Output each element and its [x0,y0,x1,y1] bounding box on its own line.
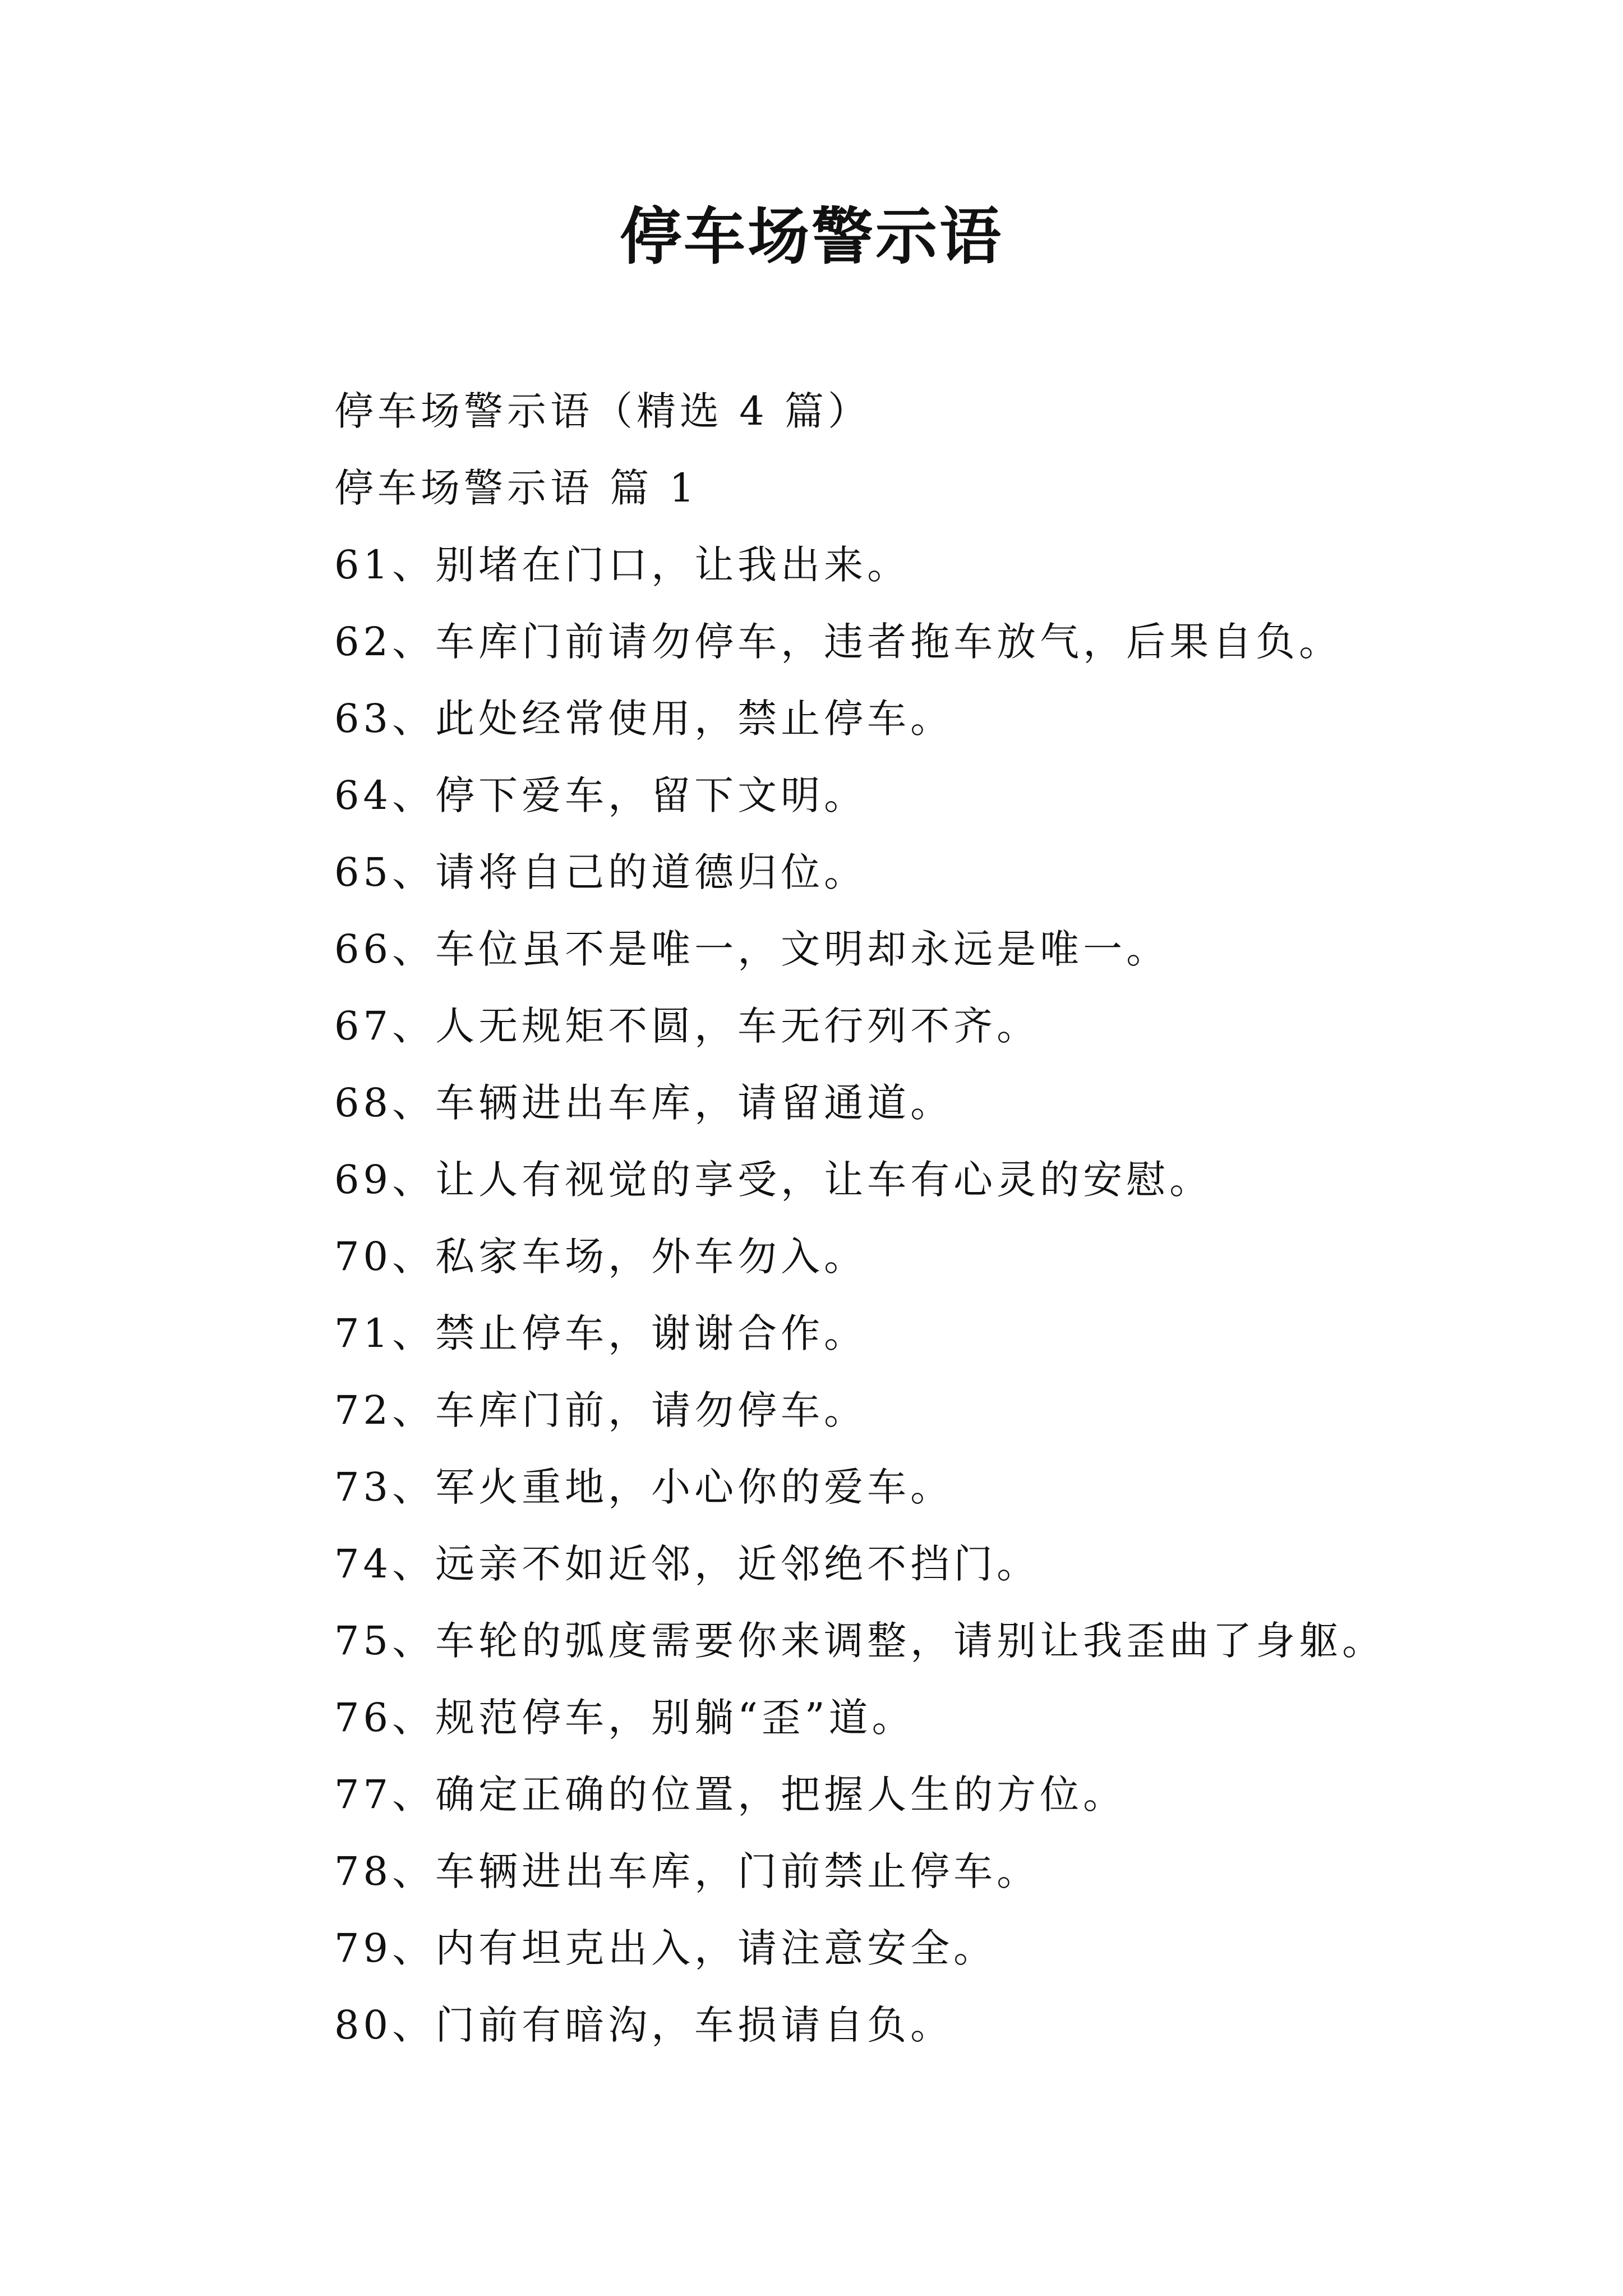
list-item: 80、门前有暗沟，车损请自负。 [334,2002,954,2048]
list-item: 69、让人有视觉的享受，让车有心灵的安慰。 [334,1157,1213,1203]
list-item: 76、规范停车，别躺“歪”道。 [334,1695,915,1741]
list-item: 65、请将自己的道德归位。 [334,849,868,895]
list-item: 66、车位虽不是唯一，文明却永远是唯一。 [334,926,1170,972]
page-title: 停车场警示语 [620,200,1003,273]
list-item: 79、内有坦克出入，请注意安全。 [334,1925,997,1971]
list-item: 63、此处经常使用，禁止停车。 [334,696,954,742]
list-item: 77、确定正确的位置，把握人生的方位。 [334,1772,1127,1818]
list-item: 71、禁止停车，谢谢合作。 [334,1310,868,1356]
list-item: 75、车轮的弧度需要你来调整，请别让我歪曲了身躯。 [334,1618,1386,1664]
list-item: 72、车库门前，请勿停车。 [334,1387,868,1433]
list-item: 70、私家车场，外车勿入。 [334,1234,868,1280]
list-item: 78、车辆进出车库，门前禁止停车。 [334,1848,1040,1894]
section-heading: 停车场警示语 篇 1 [334,465,699,511]
list-item: 73、军火重地，小心你的爱车。 [334,1464,954,1510]
list-item: 67、人无规矩不圆，车无行列不齐。 [334,1003,1040,1049]
list-item: 74、远亲不如近邻，近邻绝不挡门。 [334,1541,1040,1587]
document-body [334,373,1540,2064]
list-item: 64、停下爱车，留下文明。 [334,772,868,818]
list-item: 68、车辆进出车库，请留通道。 [334,1080,954,1126]
list-item: 61、别堵在门口，让我出来。 [334,542,911,588]
intro-line: 停车场警示语（精选 4 篇） [334,388,872,434]
list-item: 62、车库门前请勿停车，违者拖车放气，后果自负。 [334,619,1343,665]
